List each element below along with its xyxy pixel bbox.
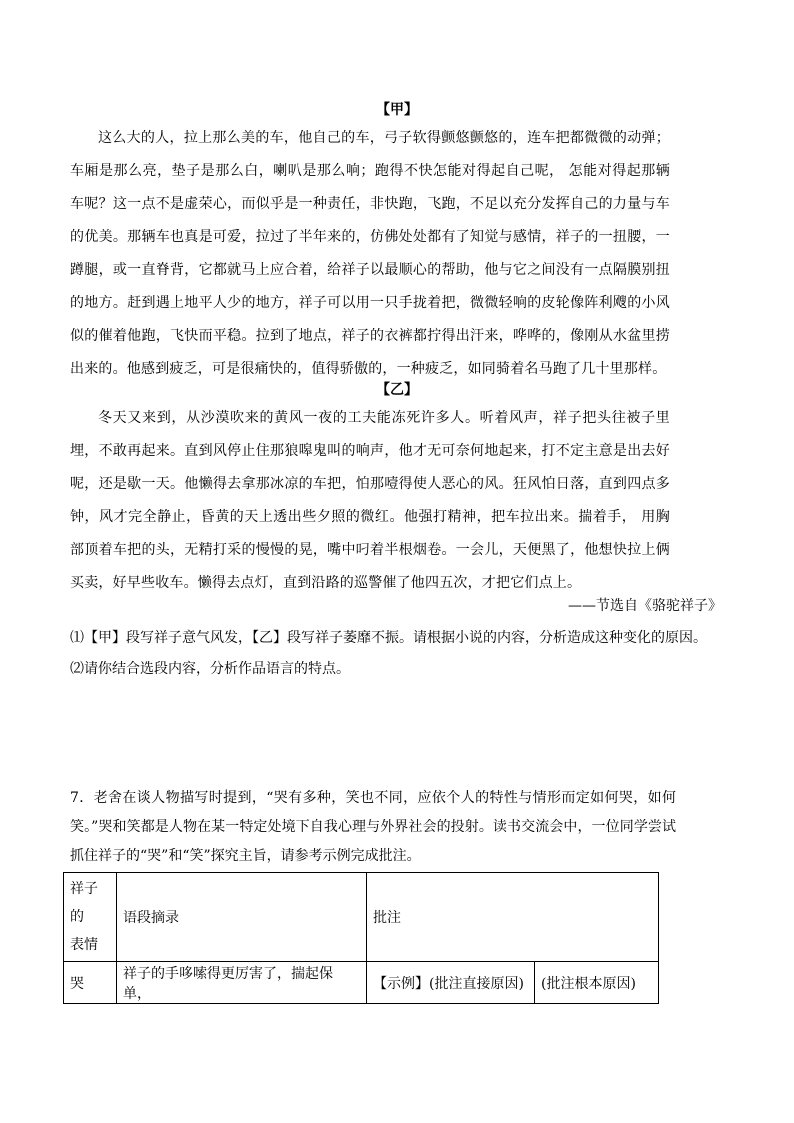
passage-a-text: 这么大的人，拉上那么美的车，他自己的车，弓子软得颤悠颤悠的，连车把都微微的动弹；车厢是那么亮，垫子是那么白，喇叭是那么响；跑得不快怎能对得起自己呢， 怎能对得起那辆车呢？这一点不是虚荣心，而似乎是一种责任，非快跑，飞跑，不足以充分发挥自己的力量与车的优美。那辆车也真是可爱，拉过了半年来的，仿佛处处都有了知觉与感情，祥子的一扭腰，一蹲腿，或一直脊背，它都就马上应合着，给祥子以最顺心的帮助，他与它之间没有一点隔膜别扭的地方。赶到遇上地平人少的地方，祥子可以用一只手拢着把，微微轻响的皮轮像阵利飕的小风似的催着他跑，飞快而平稳。拉到了地点，祥子的衣裤都拧得出汗来，哗哗的，像刚从水盆里捞出来的。他感到疲乏，可是很痛快的，值得骄傲的，一种疲乏，如同骑着名马跑了几十里那样。 bbox=[70, 130, 670, 377]
source-citation: ——节选自《骆驼祥子》 bbox=[568, 598, 722, 614]
passage-b-heading: 【乙】 bbox=[376, 382, 418, 398]
table-row bbox=[64, 962, 659, 1004]
question-2: ⑵请你结合选段内容，分析作品语言的特点。 bbox=[70, 661, 350, 677]
header-note-cell: 批注 bbox=[367, 873, 659, 962]
question-7: 7．老舍在谈人物描写时提到，“哭有多种，笑也不同，应依个人的特性与情形而定如何哭，如何笑。”哭和笑都是人物在某一特定处境下自我心理与外界社会的投射。读书交流会中，一位同学尝试抓住祥子的“哭”和“笑”探究主旨，请参考示例完成批注。 bbox=[70, 790, 676, 864]
header-face-line-3: 表情 bbox=[70, 937, 98, 953]
question-1: ⑴【甲】段写祥子意气风发，【乙】段写祥子萎靡不振。请根据小说的内容，分析造成这种变化的原因。 bbox=[70, 630, 707, 646]
header-excerpt-cell: 语段摘录 bbox=[117, 873, 367, 962]
row-note-root-cell[interactable]: (批注根本原因) bbox=[535, 962, 659, 1004]
passage-a-heading: 【甲】 bbox=[376, 102, 418, 118]
header-face-line-1: 祥子 bbox=[70, 881, 98, 897]
row-excerpt-cell: 祥子的手哆嗦得更厉害了，揣起保单， bbox=[117, 962, 367, 1004]
annotation-table bbox=[63, 872, 659, 1004]
row-face-cell: 哭 bbox=[64, 962, 117, 1004]
table-header-row bbox=[64, 873, 659, 962]
passage-b-text: 冬天又来到，从沙漠吹来的黄风一夜的工夫能冻死许多人。听着风声，祥子把头往被子里埋，不敢再起来。直到风停止住那狼嗥鬼叫的响声，他才无可奈何地起来，打不定主意是出去好呢，还是歇一天。他懒得去拿那冰凉的车把，怕那噎得使人恶心的风。狂风怕日落，直到四点多钟，风才完全静止，昏黄的天上透出些夕照的微红。他强打精神，把车拉出来。揣着手， 用胸部顶着车把的头，无精打采的慢慢的晃，嘴中叼着半根烟卷。一会儿，天便黑了，他想快拉上俩买卖，好早些收车。懒得去点灯，直到沿路的巡警催了他四五次，才把它们点上。 bbox=[70, 410, 670, 591]
header-face-line-2: 的 bbox=[70, 909, 84, 925]
header-face-cell bbox=[64, 873, 117, 962]
row-note-direct-cell[interactable]: 【示例】(批注直接原因) bbox=[367, 962, 535, 1004]
